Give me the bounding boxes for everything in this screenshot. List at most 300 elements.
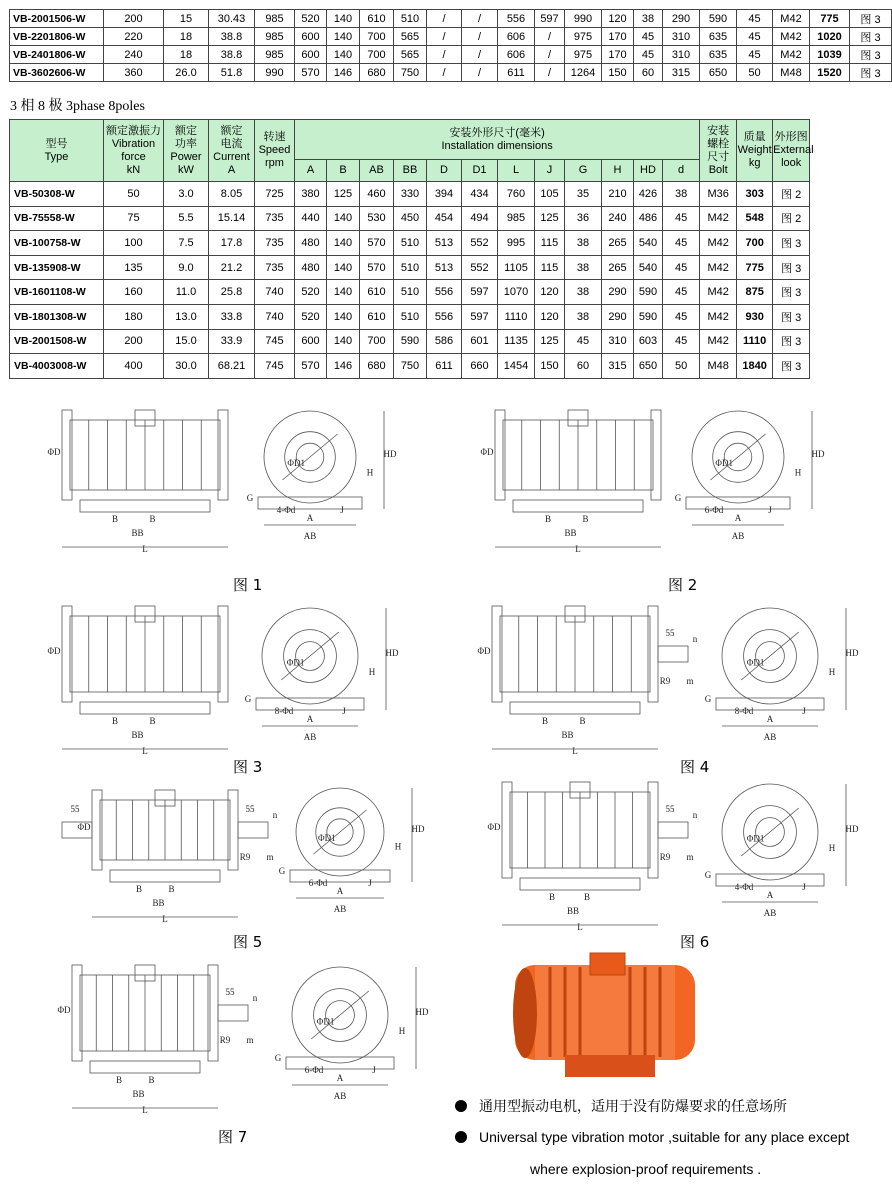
table-cell: 290 [602,304,634,329]
header-dim: A [295,160,327,182]
dimension-label: 55 [665,804,675,814]
dimension-label: R9 [219,1035,231,1045]
table-cell: 38 [663,182,700,207]
dimension-label: H [828,667,836,678]
table-cell: 38 [565,280,602,305]
dimension-label: L [575,544,581,554]
motor-base [90,1061,200,1073]
dimension-label: AB [763,908,777,918]
table-cell: 1105 [498,255,535,280]
table-cell: 290 [663,10,700,28]
table-cell: 50 [104,182,164,207]
dimension-label: J [342,706,346,716]
table-cell: 735 [255,206,295,231]
figure-7-drawing [20,955,440,1115]
end-cap [218,410,228,500]
table-cell: 38 [565,304,602,329]
dimension-label: R9 [239,852,251,862]
dimension-label: n [692,634,698,644]
header-weight: 质量 Weight kg [737,120,773,182]
bullet-dot-icon [455,1131,467,1143]
header-dim: G [565,160,602,182]
table-cell: 38 [565,255,602,280]
header-dim: L [498,160,535,182]
table-cell: 140 [327,206,360,231]
table-cell: 510 [394,304,427,329]
table-row [10,182,892,207]
table-cell: 600 [295,28,327,46]
table-cell: 38.8 [209,28,255,46]
table-cell: 45 [663,206,700,231]
table-cell: M36 [700,182,737,207]
table-cell: / [427,46,462,64]
table-cell: VB-3602606-W [10,64,104,82]
table-cell: VB-100758-W [10,231,104,256]
table-cell: VB-1801308-W [10,304,104,329]
table-cell: 556 [427,280,462,305]
header-current: 额定 电流 Current A [209,120,255,182]
table-cell: 240 [602,206,634,231]
table-cell: / [535,64,565,82]
header-dim: BB [394,160,427,182]
table-cell: 680 [360,354,394,379]
table-cell: 15.0 [164,329,209,354]
header-dim: B [327,160,360,182]
dimension-label: ΦD1 [287,458,305,469]
table-cell: 45 [737,10,773,28]
table-cell: 700 [360,329,394,354]
table-cell: 611 [427,354,462,379]
table-cell: 520 [295,304,327,329]
table-cell: 18 [164,28,209,46]
dimension-label: AB [333,1091,347,1101]
table-cell: 50 [663,354,700,379]
dimension-label: 55 [245,804,255,814]
table-cell: 725 [255,182,295,207]
dimension-label: B [115,1075,123,1085]
figure-4-label: 图 4 [680,758,710,776]
table-cell: 26.0 [164,64,209,82]
table-cell: 460 [360,182,394,207]
table-cell: / [462,64,498,82]
header-dim: D [427,160,462,182]
dimension-label: R9 [659,852,671,862]
table-cell: 315 [663,64,700,82]
dimension-label: G [704,870,712,880]
table-cell: 15.14 [209,206,255,231]
table-cell: 650 [634,354,663,379]
table-cell: VB-50308-W [10,182,104,207]
table-cell: 1020 [810,28,850,46]
dimension-label: R9 [659,676,671,686]
dimension-label: ΦD [477,646,491,656]
end-cap [218,606,228,702]
dimension-label: ΦD1 [746,833,765,844]
table-cell: 45 [565,329,602,354]
dimension-label: ΦD [480,447,494,457]
table-cell: 图 2 [773,206,810,231]
table-cell: 330 [394,182,427,207]
figure-1-drawing [20,400,430,560]
table-row [10,206,892,231]
header-install: 安装外形尺寸(毫米) Installation dimensions [295,120,700,160]
dimension-label: G [278,866,286,876]
table-cell: 775 [737,255,773,280]
header-dim: D1 [462,160,498,182]
table-cell: 8.05 [209,182,255,207]
table-cell: 735 [255,231,295,256]
dimension-label: L [577,922,583,932]
table-cell: 985 [255,10,295,28]
table-cell: 1070 [498,280,535,305]
table-cell: 552 [462,255,498,280]
figure-7-label: 图 7 [218,1128,248,1146]
table-cell: M42 [773,46,810,64]
table-cell: 610 [360,304,394,329]
table-cell: 700 [360,28,394,46]
top-spec-table [9,9,892,82]
table-cell: 565 [394,28,427,46]
end-cap [72,965,82,1061]
dimension-label: BB [131,730,144,740]
table-cell: 13.0 [164,304,209,329]
end-cap [648,782,658,878]
motor-base [513,500,643,512]
dimension-label: J [802,882,806,892]
table-cell: 510 [394,10,427,28]
dimension-label: BB [566,906,580,916]
table-cell: 图 3 [773,280,810,305]
table-cell: 1520 [810,64,850,82]
dimension-label: n [692,810,698,820]
dimension-label: HD [385,648,399,658]
dimension-label: 6-Φd [308,878,328,888]
table-cell: 60 [565,354,602,379]
table-cell: 530 [360,206,394,231]
figure-3-drawing [20,596,430,756]
table-cell: 1840 [737,354,773,379]
table-cell: 1110 [737,329,773,354]
table-cell: 140 [327,46,360,64]
table-cell: 310 [602,329,634,354]
dimension-label: A [306,714,314,724]
table-cell: 315 [602,354,634,379]
table-cell: 140 [327,255,360,280]
dimension-label: A [336,886,344,896]
motor-base [510,702,640,714]
dimension-label: m [686,852,694,862]
dimension-label: 6-Φd [704,505,724,515]
table-cell: 38 [565,231,602,256]
table-cell: 570 [360,255,394,280]
table-cell: 606 [498,28,535,46]
table-cell: 图 3 [850,64,892,82]
table-cell: VB-2201806-W [10,28,104,46]
dimension-label: J [802,706,806,716]
header-type: 型号 Type [10,120,104,182]
table-cell: 660 [462,354,498,379]
header-dim: HD [634,160,663,182]
table-cell: 700 [737,231,773,256]
table-cell: 45 [663,255,700,280]
table-cell: 570 [295,64,327,82]
dimension-label: 55 [70,804,80,814]
dimension-label: L [142,1105,148,1115]
dimension-label: H [828,843,836,854]
dimension-label: HD [383,449,397,459]
dimension-label: AB [731,531,745,541]
figure-2-label: 图 2 [668,576,698,594]
table-cell: 45 [737,46,773,64]
table-cell: 146 [327,354,360,379]
table-cell: 540 [634,231,663,256]
table-cell: 985 [255,46,295,64]
header-speed: 转速 Speed rpm [255,120,295,182]
table-row [10,28,892,46]
table-cell: 125 [535,329,565,354]
dimension-label: L [142,746,148,756]
table-cell: 548 [737,206,773,231]
dimension-label: BB [561,730,574,740]
table-cell: / [462,46,498,64]
table-cell: 7.5 [164,231,209,256]
table-cell: 图 3 [773,255,810,280]
bullet-chinese: 通用型振动电机，适用于没有防爆要求的任意场所 [455,1096,787,1116]
figure-6-drawing [450,772,880,932]
figure-6-label: 图 6 [680,933,710,951]
table-cell: / [427,10,462,28]
table-cell: 30.43 [209,10,255,28]
table-cell: 611 [498,64,535,82]
table-cell: M42 [773,28,810,46]
table-cell: 115 [535,255,565,280]
header-look: 外形图 External look [773,120,810,182]
dimension-label: A [734,513,742,523]
table-cell: 33.9 [209,329,255,354]
dimension-label: HD [845,824,859,834]
table-cell: 597 [462,304,498,329]
table-cell: 135 [104,255,164,280]
table-cell: M42 [700,304,737,329]
table-cell: 775 [810,10,850,28]
dimension-label: B [148,1075,155,1085]
end-cap [62,606,72,702]
table-cell: 38 [634,10,663,28]
table-cell: 600 [295,329,327,354]
dimension-label: J [768,505,772,515]
table-cell: 200 [104,10,164,28]
header-dim: H [602,160,634,182]
table-cell: 45 [663,231,700,256]
table-row [10,255,892,280]
table-cell: 125 [535,206,565,231]
table-cell: / [535,28,565,46]
table-cell: 图 3 [773,304,810,329]
table-cell: 510 [394,255,427,280]
table-cell: 140 [327,10,360,28]
table-row [10,280,892,305]
table-row [10,231,892,256]
table-cell: 310 [663,28,700,46]
table-cell: 17.8 [209,231,255,256]
table-cell: 140 [327,28,360,46]
table-cell: 450 [394,206,427,231]
table-cell: 11.0 [164,280,209,305]
table-cell: 600 [295,46,327,64]
table-cell: 590 [634,280,663,305]
table-cell: M42 [700,280,737,305]
table-cell: 930 [737,304,773,329]
table-cell: 650 [700,64,737,82]
dimension-label: ΦD [47,447,61,457]
table-cell: 150 [535,354,565,379]
table-cell: VB-2001508-W [10,329,104,354]
table-cell: 9.0 [164,255,209,280]
table-cell: / [427,64,462,82]
table-cell: VB-135908-W [10,255,104,280]
dimension-label: B [111,514,119,524]
table-cell: 68.21 [209,354,255,379]
table-cell: 486 [634,206,663,231]
table-cell: 125 [327,182,360,207]
table-cell: 15 [164,10,209,28]
dimension-label: B [135,884,143,894]
table-cell: M42 [773,10,810,28]
table-cell: 图 3 [850,10,892,28]
table-cell: 图 3 [850,28,892,46]
bullet-english-cont: where explosion-proof requirements . [530,1161,762,1177]
table-cell: 610 [360,280,394,305]
dimension-label: 4-Φd [734,882,754,892]
table-cell: 160 [104,280,164,305]
table-cell: 740 [255,280,295,305]
table-cell: 426 [634,182,663,207]
table-cell: 735 [255,255,295,280]
table-cell: 45 [634,46,663,64]
table-cell: 146 [327,64,360,82]
dimension-label: m [266,852,274,862]
dimension-label: 8-Φd [734,706,754,716]
dimension-label: H [368,667,376,678]
dimension-label: ΦD1 [318,832,336,843]
table-cell: 380 [295,182,327,207]
bullet-dot-icon [455,1100,467,1112]
shaft [658,646,688,662]
table-cell: 975 [565,28,602,46]
dimension-label: A [336,1073,344,1083]
dimension-label: B [582,514,589,524]
table-cell: 1264 [565,64,602,82]
table-cell: 1039 [810,46,850,64]
dimension-label: J [372,1065,376,1075]
table-cell: VB-1601108-W [10,280,104,305]
dimension-label: 6-Φd [304,1065,324,1075]
table-cell: 120 [602,10,634,28]
table-cell: 520 [295,10,327,28]
table-cell: 图 3 [773,354,810,379]
dimension-label: L [162,914,168,924]
dimension-label: B [548,892,556,902]
table-cell: M42 [700,329,737,354]
table-cell: VB-2001506-W [10,10,104,28]
dimension-label: G [274,1053,282,1063]
dimension-label: B [583,892,591,902]
dimension-label: B [544,514,552,524]
table-cell: 170 [602,28,634,46]
dimension-label: J [368,878,372,888]
table-cell: 590 [394,329,427,354]
end-cap [208,965,218,1061]
table-row [10,10,892,28]
dimension-label: B [168,884,175,894]
dimension-label: G [674,493,682,503]
dimension-label: ΦD1 [286,657,305,668]
table-cell: 601 [462,329,498,354]
table-cell: 606 [498,46,535,64]
table-cell: 140 [327,231,360,256]
figure-4-drawing [450,596,880,756]
table-cell: 552 [462,231,498,256]
table-cell: 394 [427,182,462,207]
dimension-label: m [246,1035,254,1045]
end-cap [495,410,505,500]
dimension-label: ΦD [57,1005,71,1015]
table-cell: 586 [427,329,462,354]
table-cell: 图 2 [773,182,810,207]
dimension-label: HD [411,824,425,834]
table-cell: 875 [737,280,773,305]
header-bolt: 安装 螺栓 尺寸 Bolt [700,120,737,182]
table-cell: 510 [394,280,427,305]
header-force: 额定激振力 Vibration force kN [104,120,164,182]
motor-base [80,702,210,714]
table-cell: 60 [634,64,663,82]
dimension-label: 55 [665,628,675,638]
dimension-label: 4-Φd [276,505,296,515]
table-row [10,354,892,379]
motor-base [80,500,210,512]
dimension-label: B [149,716,156,726]
section-heading: 3 相 8 极 3phase 8poles [10,99,145,114]
motor-base [520,878,640,890]
table-cell: 510 [394,231,427,256]
table-cell: VB-4003008-W [10,354,104,379]
table-cell: 5.5 [164,206,209,231]
table-cell: 1135 [498,329,535,354]
figure-3-label: 图 3 [233,758,263,776]
table-cell: VB-2401806-W [10,46,104,64]
table-cell: 556 [427,304,462,329]
dimension-label: HD [415,1007,429,1017]
table-cell: 440 [295,206,327,231]
table-cell: 303 [737,182,773,207]
dimension-label: G [246,493,254,503]
dimension-label: L [142,544,148,554]
table-cell: 1454 [498,354,535,379]
table-cell: 565 [394,46,427,64]
dimension-label: G [704,694,712,704]
shaft [658,822,688,838]
dimension-label: H [398,1026,406,1037]
dimension-label: ΦD1 [746,657,765,668]
table-cell: 745 [255,354,295,379]
figure-5-label: 图 5 [233,933,263,951]
table-cell: 700 [360,46,394,64]
table-cell: 520 [295,280,327,305]
table-cell: 45 [737,28,773,46]
end-cap [492,606,502,702]
dimension-label: G [244,694,252,704]
